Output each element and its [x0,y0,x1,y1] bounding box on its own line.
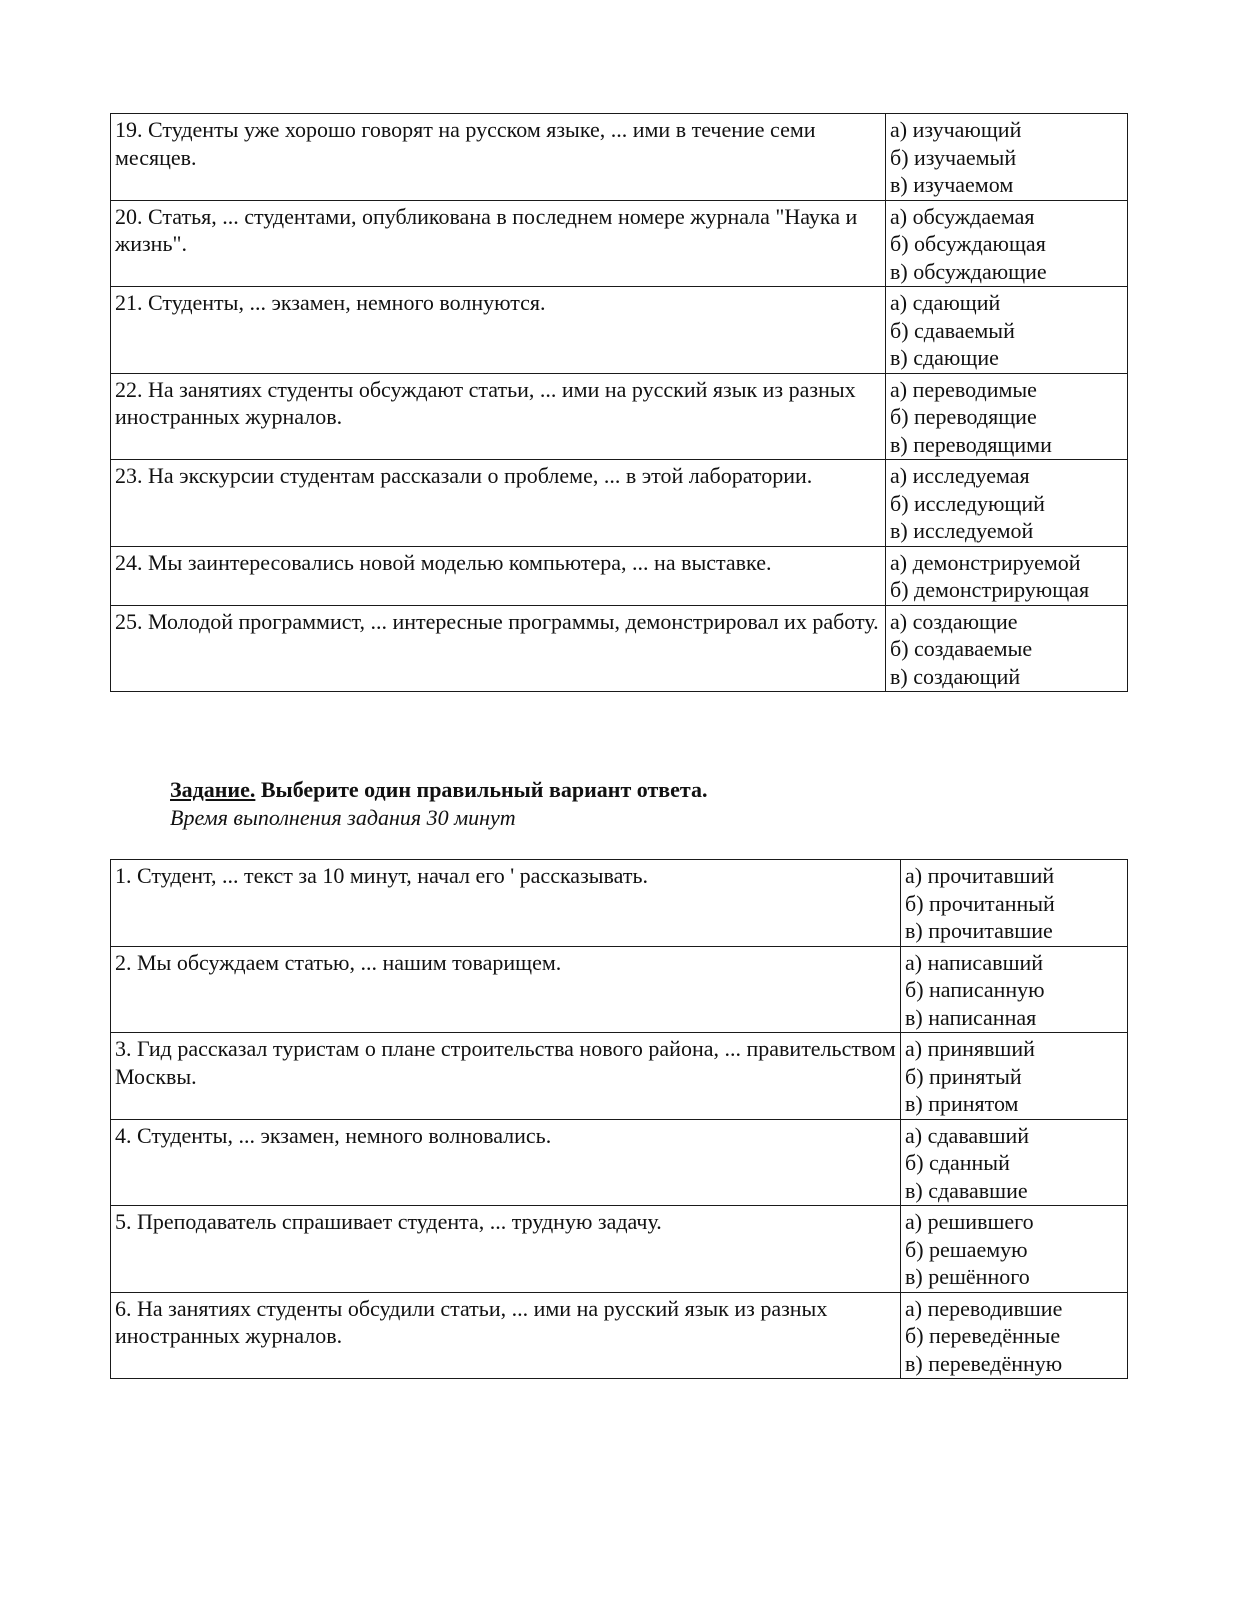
option-b: б) переводящие [890,404,1037,429]
option-a: а) исследуемая [890,463,1030,488]
option-c: в) решённого [905,1264,1030,1289]
question-cell: 2. Мы обсуждаем статью, ... нашим товарищем. [111,946,901,1033]
options-cell [886,605,1128,692]
table-row [111,1292,1128,1379]
question-cell: 20. Статья, ... студентами, опубликована в последнем номере журнала "Наука и жизнь". [111,200,886,287]
option-c: в) обсуждающие [890,258,1047,284]
option-b: б) написанную [905,977,1045,1002]
options-cell [901,860,1128,947]
option-c: в) переводящими [890,431,1052,457]
options-cell [886,460,1128,547]
table-row [111,946,1128,1033]
options-cell [901,1119,1128,1206]
option-c: в) исследуемой [890,518,1034,543]
option-a: а) прочитавший [905,863,1055,888]
option-a: а) сдающий [890,290,1001,315]
options-cell [901,1033,1128,1120]
table-row [111,546,1128,605]
option-c: в) сдающие [890,345,999,370]
question-cell: 19. Студенты уже хорошо говорят на русском языке, ... ими в течение семи месяцев. [111,114,886,201]
table-row [111,1033,1128,1120]
task-heading [170,776,708,832]
option-a: а) изучающий [890,117,1022,142]
options-cell [886,546,1128,605]
option-b: б) прочитанный [905,890,1055,916]
option-a: а) сдававший [905,1122,1030,1148]
option-c: в) создающий [890,663,1021,689]
table-row [111,200,1128,287]
option-a: а) решившего [905,1209,1034,1234]
task-time-limit: Время выполнения задания 30 минут [170,805,516,830]
options-cell [901,1292,1128,1379]
option-b: б) создаваемые [890,636,1033,661]
table-row [111,287,1128,374]
table-row [111,860,1128,947]
option-c: в) принятом [905,1091,1019,1116]
table-row [111,605,1128,692]
task-instruction: Выберите один правильный вариант ответа. [260,777,708,802]
options-cell [886,373,1128,460]
option-a: а) переводимые [890,376,1037,402]
option-a: а) написавший [905,949,1044,975]
option-c: в) переведённую [905,1350,1063,1376]
question-cell: 21. Студенты, ... экзамен, немного волнуются. [111,287,886,374]
table-row [111,460,1128,547]
question-cell: 22. На занятиях студенты обсуждают статьи, ... ими на русский язык из разных иностранных журналов. [111,373,886,460]
option-b: б) изучаемый [890,144,1017,170]
options-cell [886,114,1128,201]
question-cell: 25. Молодой программист, ... интересные программы, демонстрировал их работу. [111,605,886,692]
question-cell: 23. На экскурсии студентам рассказали о проблеме, ... в этой лаборатории. [111,460,886,547]
option-b: б) решаемую [905,1236,1028,1262]
option-b: б) обсуждающая [890,231,1046,256]
option-b: б) принятый [905,1063,1022,1089]
table-row [111,373,1128,460]
option-a: а) переводившие [905,1295,1063,1321]
option-a: а) создающие [890,608,1018,634]
question-cell: 24. Мы заинтересовались новой моделью компьютера, ... на выставке. [111,546,886,605]
task-label: Задание. [170,777,256,802]
option-b: б) сдаваемый [890,317,1015,343]
question-cell: 3. Гид рассказал туристам о плане строительства нового района, ... правительством Москвы. [111,1033,901,1120]
options-cell [886,287,1128,374]
questions-table-2 [110,859,1128,1379]
options-cell [886,200,1128,287]
question-cell: 1. Студент, ... текст за 10 минут, начал его ' рассказывать. [111,860,901,947]
table-row [111,1119,1128,1206]
option-c: в) сдававшие [905,1177,1028,1203]
table-row [111,1206,1128,1293]
option-c: в) изучаемом [890,172,1014,197]
option-b: б) сданный [905,1150,1010,1175]
question-cell: 4. Студенты, ... экзамен, немного волновались. [111,1119,901,1206]
question-cell: 5. Преподаватель спрашивает студента, ... трудную задачу. [111,1206,901,1293]
table-row [111,114,1128,201]
options-cell [901,1206,1128,1293]
option-b: б) демонстрирующая [890,577,1090,602]
option-a: а) обсуждаемая [890,203,1035,229]
option-c: в) написанная [905,1004,1037,1030]
option-b: б) исследующий [890,490,1045,516]
question-cell: 6. На занятиях студенты обсудили статьи, ... ими на русский язык из разных иностранных журналов. [111,1292,901,1379]
options-cell [901,946,1128,1033]
option-b: б) переведённые [905,1323,1061,1348]
questions-table-1 [110,113,1128,692]
option-a: а) принявший [905,1036,1035,1061]
option-c: в) прочитавшие [905,918,1053,943]
option-a: а) демонстрируемой [890,549,1081,575]
